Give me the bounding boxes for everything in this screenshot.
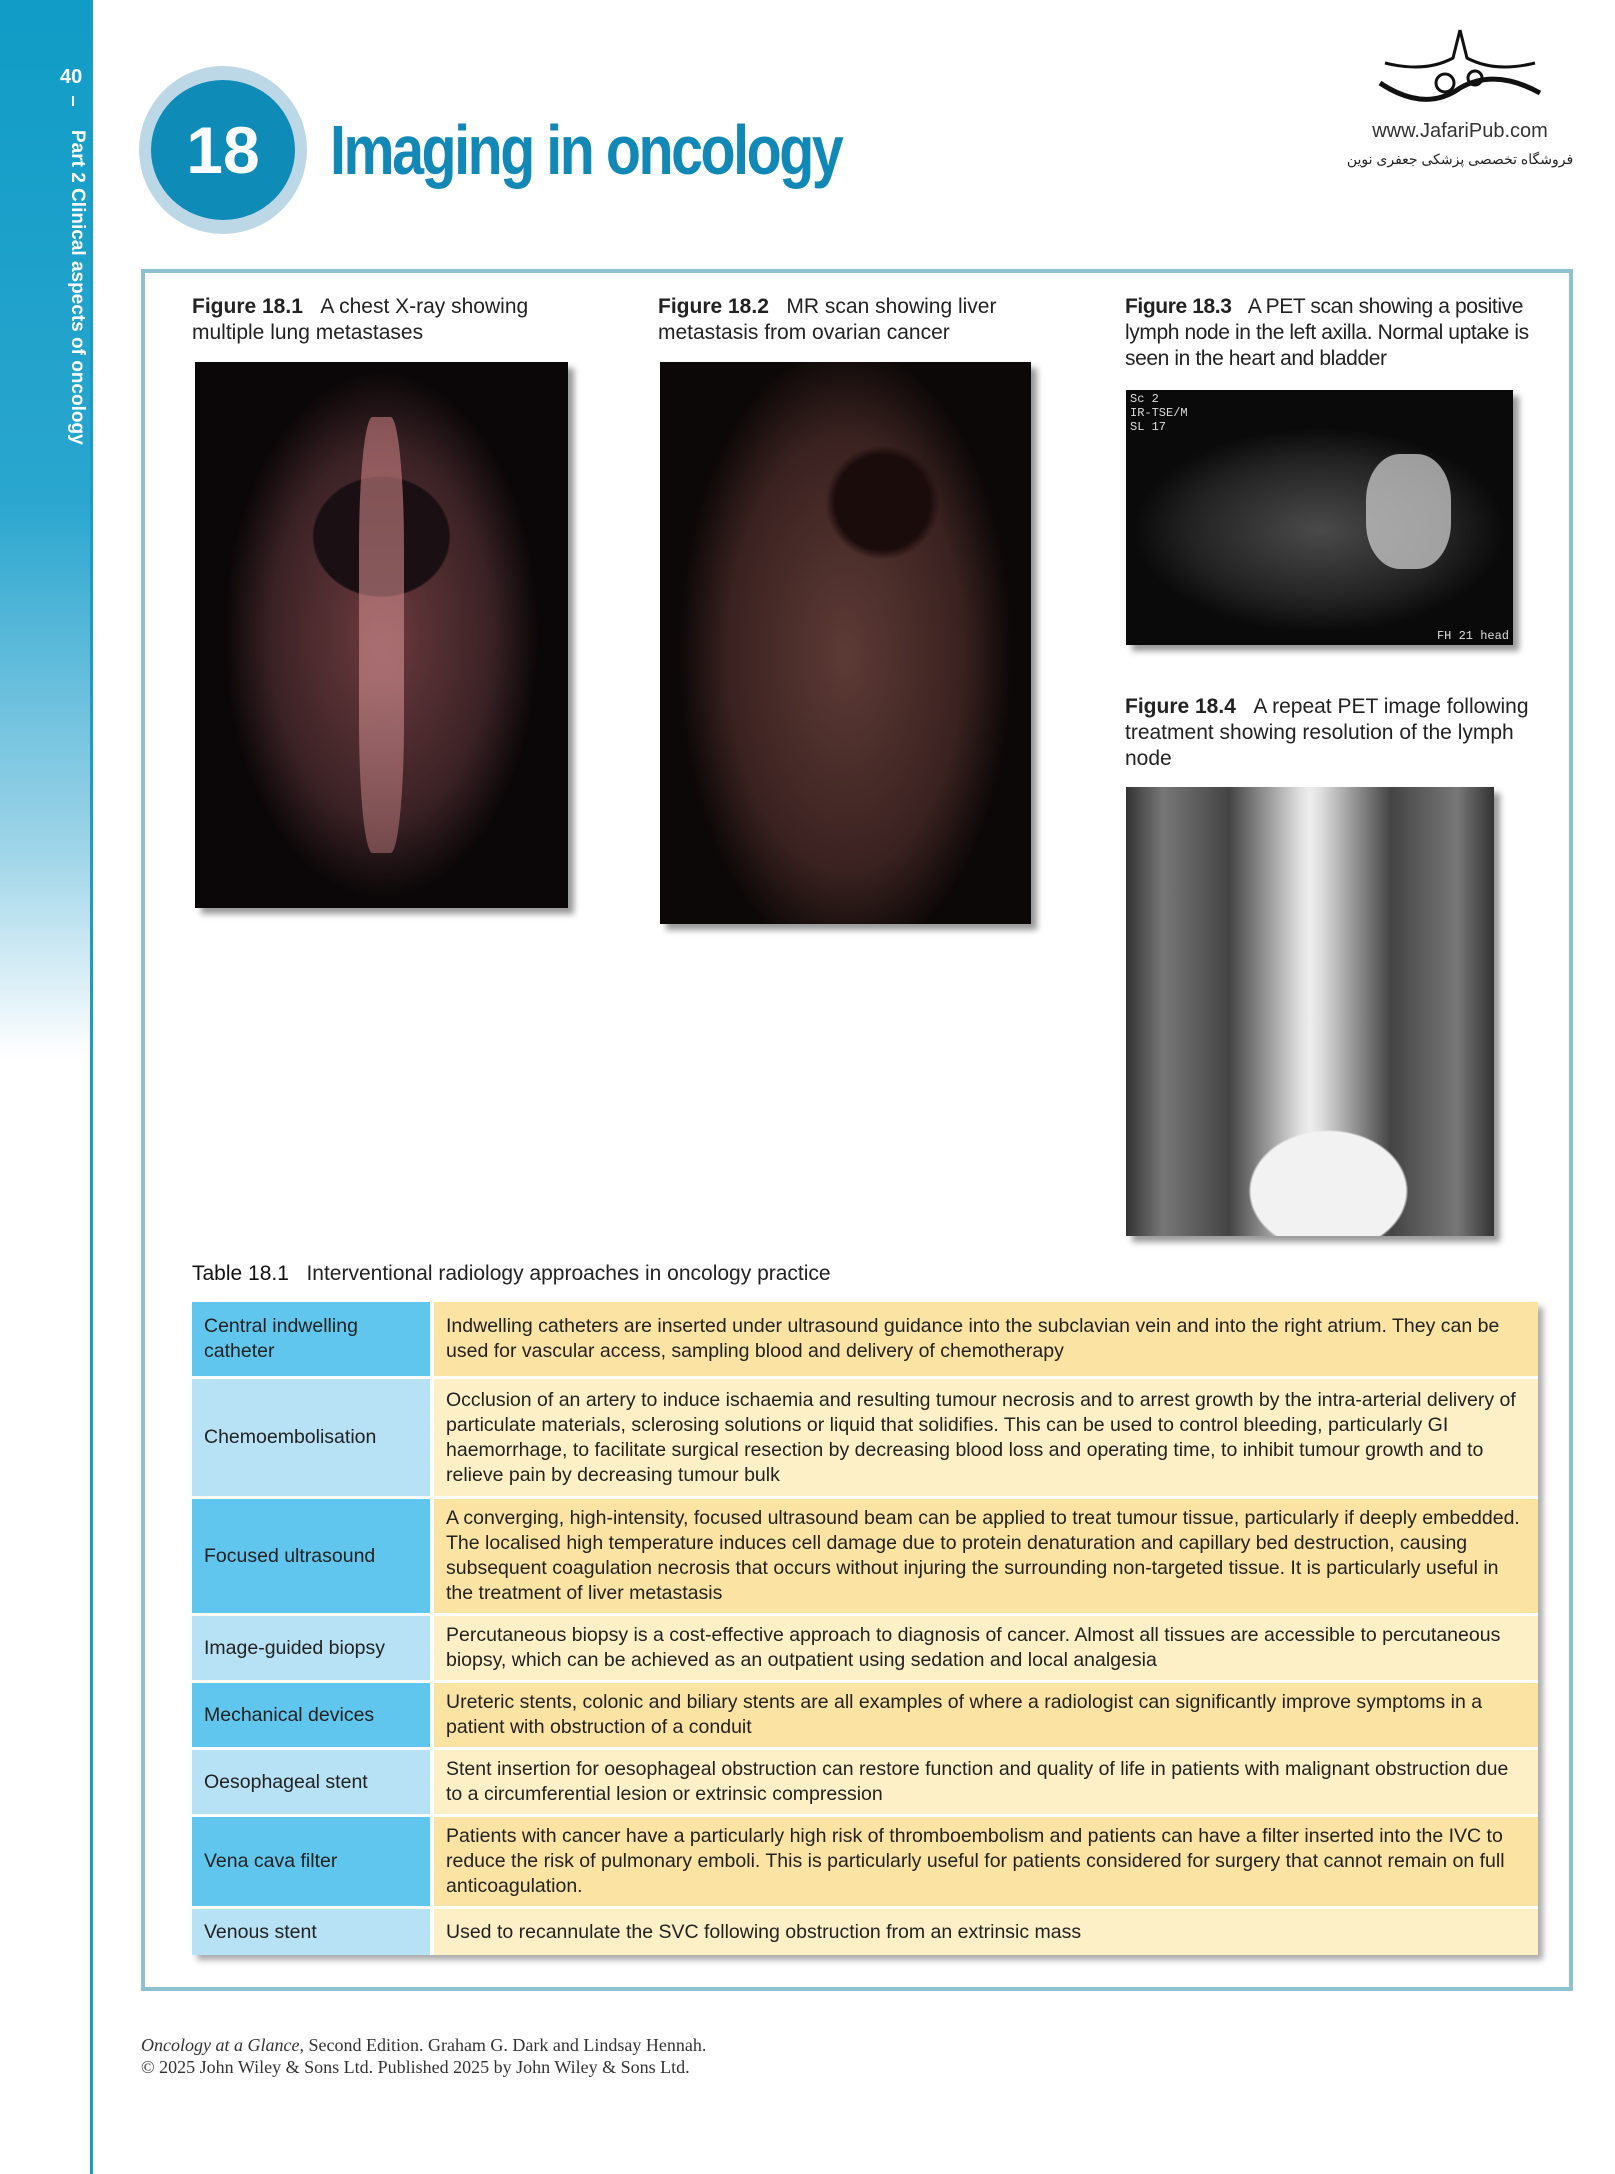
part-heading: Part 2 Clinical aspects of oncology [67,130,88,445]
figure-18-1-image [195,362,568,908]
row-description: Used to recannulate the SVC following obstruction from an extrinsic mass [434,1909,1538,1955]
figure-18-2-image [660,362,1031,924]
table-row [192,1302,1538,1376]
table-caption: Table 18.1 Interventional radiology approaches in oncology practice [192,1262,831,1285]
scan-overlay: Sc 2 IR-TSE/M SL 17 [1130,392,1188,434]
row-term: Venous stent [192,1909,430,1955]
row-term: Vena cava filter [192,1817,430,1906]
logo-tagline: فروشگاه تخصصی پزشکی جعفری نوین [1346,151,1574,167]
row-term: Focused ultrasound [192,1499,430,1613]
table-row [192,1683,1538,1747]
table-row [192,1750,1538,1814]
table-row [192,1616,1538,1680]
row-description: Percutaneous biopsy is a cost-effective approach to diagnosis of cancer. Almost all tissues are accessible to percutaneous biopsy, which can be achieved as an outpatient using sedation and local analgesia [434,1616,1538,1680]
row-term: Mechanical devices [192,1683,430,1747]
divider [72,96,74,106]
table-row [192,1499,1538,1613]
row-description: Stent insertion for oesophageal obstruction can restore function and quality of life in patients with malignant obstruction due to a circumferential lesion or extrinsic compression [434,1750,1538,1814]
calligraphy-logo-icon [1365,28,1555,118]
figure-18-2-caption: Figure 18.2 MR scan showing liver metastasis from ovarian cancer [658,295,997,344]
book-credits: , Second Edition. Graham G. Dark and Lindsay Hennah. [299,2035,707,2055]
row-description: Ureteric stents, colonic and biliary stents are all examples of where a radiologist can significantly improve symptoms in a patient with obstruction of a conduit [434,1683,1538,1747]
row-term: Central indwelling catheter [192,1302,430,1376]
page-number: 40 [60,66,83,88]
table-18-1 [192,1302,1538,1955]
logo-url: www.JafariPub.com [1372,120,1548,142]
scan-overlay-corner: FH 21 head [1436,629,1509,643]
row-term: Chemoembolisation [192,1379,430,1496]
row-description: Occlusion of an artery to induce ischaemia and resulting tumour necrosis and to arrest growth by the intra-arterial delivery of particulate materials, sclerosing solutions or liquid that solidifies. This can be used to control bleeding, particularly GI haemorrhage, to facilitate surgical resection by decreasing blood loss and operating time, to inhibit tumour growth and to relieve pain by decreasing tumour bulk [434,1379,1538,1496]
publisher-logo [1340,28,1580,168]
table-row [192,1379,1538,1496]
figure-18-3-caption: Figure 18.3 A PET scan showing a positive lymph node in the left axilla. Normal uptake is seen in the heart and bladder [1125,295,1529,370]
footer [141,2034,706,2078]
row-description: Patients with cancer have a particularly high risk of thromboembolism and patients can have a filter inserted into the IVC to reduce the risk of pulmonary emboli. This is particularly useful for patients considered for surgery that cannot remain on full anticoagulation. [434,1817,1538,1906]
table-row [192,1817,1538,1906]
chapter-title: Imaging in oncology [330,111,842,189]
figure-18-3-image [1126,390,1513,645]
chapter-number: 18 [151,80,295,220]
row-description: Indwelling catheters are inserted under ultrasound guidance into the subclavian vein and into the right atrium. They can be used for vascular access, sampling blood and delivery of chemotherapy [434,1302,1538,1376]
book-title: Oncology at a Glance [141,2035,300,2055]
figure-18-4-image [1126,787,1494,1236]
margin-rule [90,0,93,2174]
figure-18-4-caption: Figure 18.4 A repeat PET image following treatment showing resolution of the lymph node [1125,695,1529,770]
row-term: Image-guided biopsy [192,1616,430,1680]
table-row [192,1909,1538,1955]
row-term: Oesophageal stent [192,1750,430,1814]
figure-18-1-caption: Figure 18.1 A chest X-ray showing multiple lung metastases [192,295,529,344]
copyright: © 2025 John Wiley & Sons Ltd. Published 2025 by John Wiley & Sons Ltd. [141,2057,690,2077]
row-description: A converging, high-intensity, focused ultrasound beam can be applied to treat tumour tissue, particularly if deeply embedded. The localised high temperature induces cell damage due to protein denaturation and capillary bed destruction, causing subsequent coagulation necrosis that occurs without injuring the surrounding non-targeted tissue. It is particularly useful in the treatment of liver metastasis [434,1499,1538,1613]
